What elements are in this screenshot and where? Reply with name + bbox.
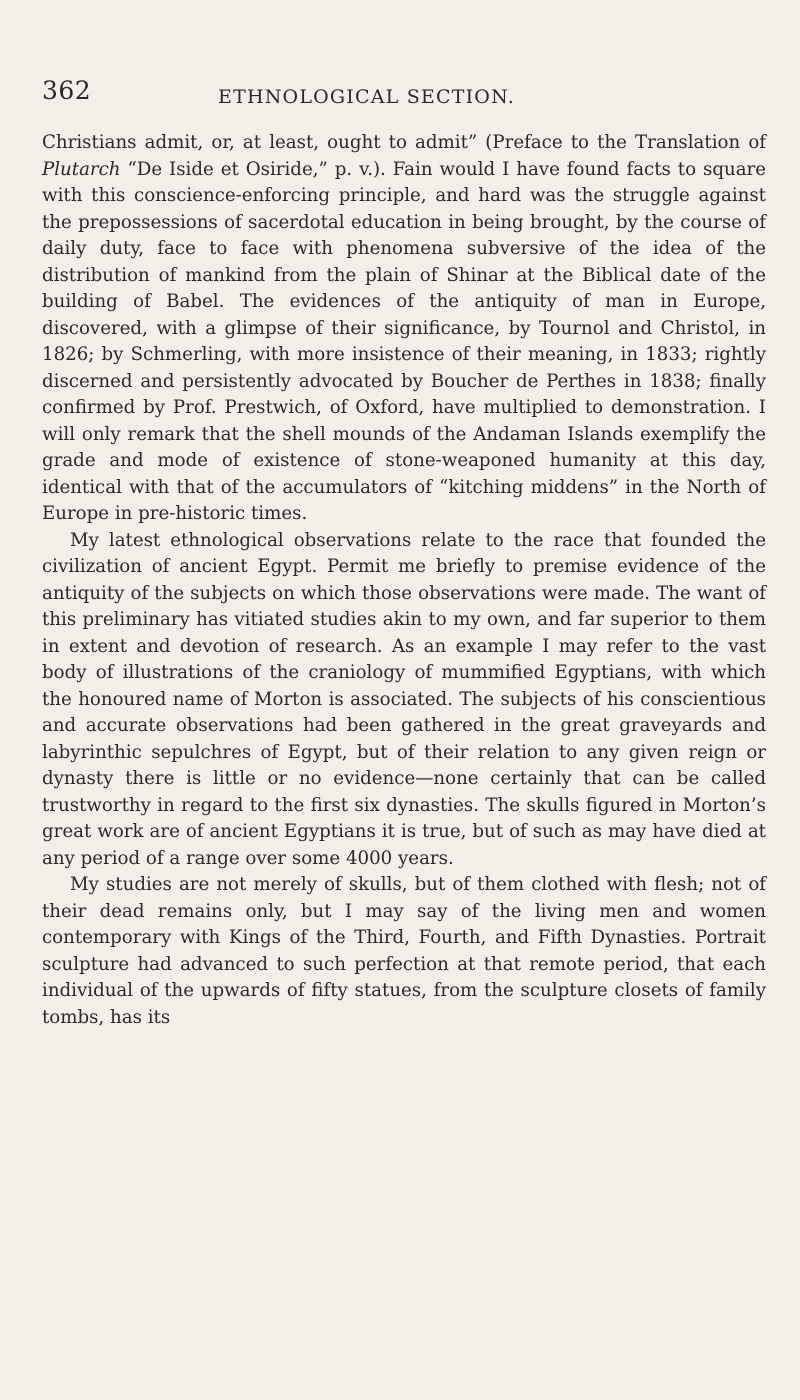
page-number: 362 [42, 76, 92, 105]
paragraph-text: “De Iside et Osiride,” p. v.). Fain would I have found facts to square with this conscience-enforcing principle, and hard was the struggle against the prepossessions of sacerdotal education in being brought, by the course of daily duty, face to face with phenomena subversive of the idea of the distribution of mankind from the plain of Shinar at the Biblical date of the building of Babel. The evidences of the antiquity of man in Europe, discovered, with a glimpse of their significance, by Tournol and Christol, in 1826; by Schmerling, with more insistence of their meaning, in 1833; rightly discerned and persistently advocated by Boucher de Perthes in 1838; finally confirmed by Prof. Prestwich, of Oxford, have multiplied to demonstration. I will only remark that the shell mounds of the Andaman Islands exemplify the grade and mode of existence of stone-weaponed humanity at this day, identical with that of the accumulators of “kitching middens” in the North of Europe in pre-historic times. [42, 158, 766, 524]
body-text [42, 130, 766, 1031]
paragraph: My latest ethnological observations relate to the race that founded the civilization of ancient Egypt. Permit me briefly to premise evidence of the antiquity of the subjects on which those observations were made. The want of this preliminary has vitiated studies akin to my own, and far superior to them in extent and devotion of research. As an example I may refer to the vast body of illustrations of the craniology of mummified Egyptians, with which the honoured name of Morton is associated. The subjects of his conscientious and accurate observations had been gathered in the great graveyards and labyrinthic sepulchres of Egypt, but of their relation to any given reign or dynasty there is little or no evidence—none certainly that can be called trustworthy in regard to the first six dynasties. The skulls figured in Morton’s great work are of ancient Egyptians it is true, but of such as may have died at any period of a range over some 4000 years. [42, 529, 766, 869]
italic-title: Plutarch [42, 158, 121, 180]
paragraph: My studies are not merely of skulls, but of them clothed with flesh; not of their dead remains only, but I may say of the living men and women contemporary with Kings of the Third, Fourth, and Fifth Dynasties. Portrait sculpture had advanced to such perfection at that remote period, that each individual of the upwards of fifty statues, from the sculpture closets of family tombs, has its [42, 874, 766, 1028]
running-head: ETHNOLOGICAL SECTION. [218, 86, 515, 108]
paragraph-text: Christians admit, or, at least, ought to admit” (Preface to the Translation of [42, 132, 766, 153]
paragraph [42, 130, 766, 528]
